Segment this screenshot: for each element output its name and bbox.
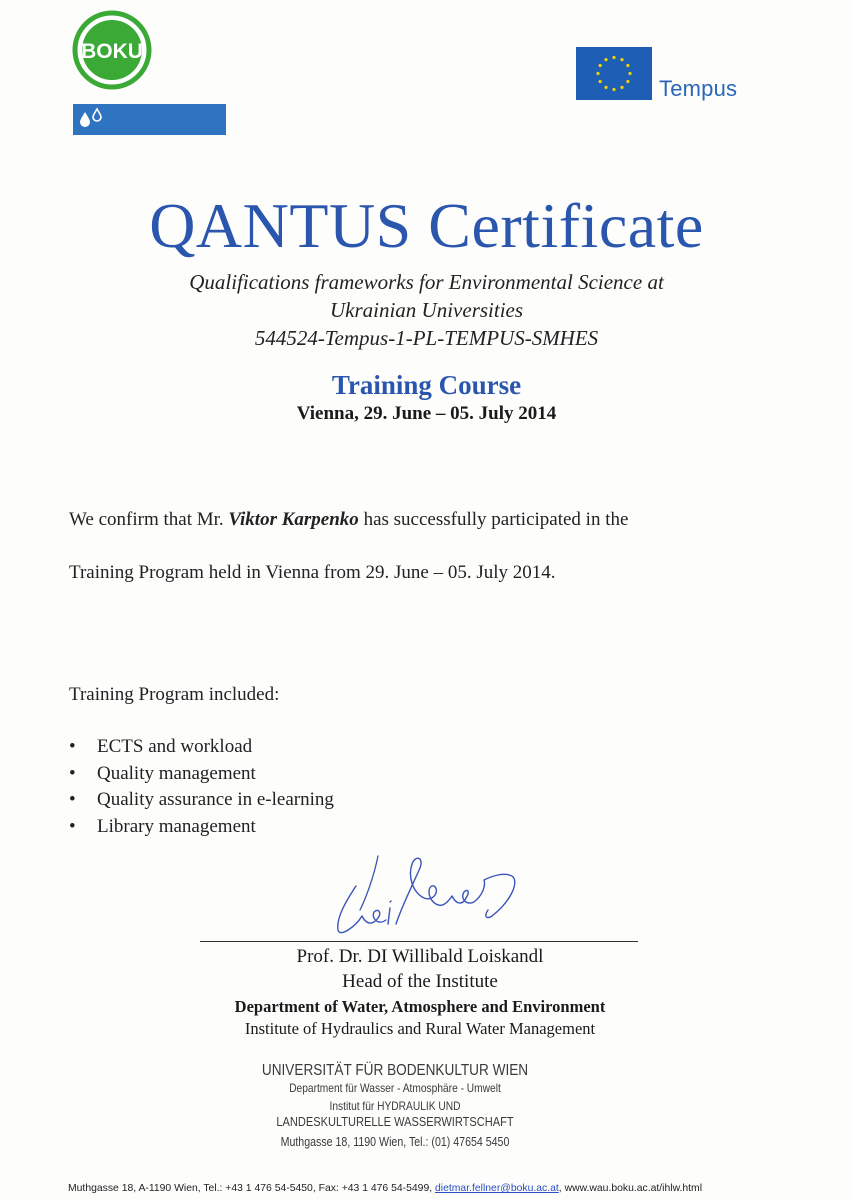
program-included-label: Training Program included:	[69, 684, 280, 705]
footer-address: Muthgasse 18, A-1190 Wien, Tel.: +43 1 476 54-5450, Fax: +43 1 476 54-5499,	[68, 1183, 436, 1194]
list-item-label: ECTS and workload	[97, 736, 253, 757]
bullet: •	[69, 736, 76, 757]
project-subtitle-line1: Qualifications frameworks for Environmental Science at	[189, 270, 664, 294]
participant-name: Viktor Karpenko	[228, 509, 359, 530]
project-code: 544524-Tempus-1-PL-TEMPUS-SMHES	[254, 326, 599, 350]
signatory-institute: Institute of Hydraulics and Rural Water Management	[244, 1019, 596, 1038]
confirm-prefix: We confirm that Mr.	[69, 509, 229, 530]
bullet: •	[69, 789, 76, 810]
confirm-suffix: has successfully participated in the	[358, 509, 629, 530]
signatory-name: Prof. Dr. DI Willibald Loiskandl	[296, 946, 544, 967]
footer-website-link[interactable]: www.wau.boku.ac.at/ihlw.html	[564, 1183, 703, 1194]
program-list	[69, 734, 334, 840]
eu-star-icon	[628, 72, 631, 75]
list-item	[69, 814, 334, 841]
stamp-line-institute-cont: LANDESKULTURELLE WASSERWIRTSCHAFT	[276, 1114, 514, 1129]
bullet: •	[69, 762, 76, 784]
bullet: •	[69, 815, 76, 837]
boku-logo	[72, 10, 152, 90]
list-item	[69, 734, 334, 761]
stamp-line-university: UNIVERSITÄT FÜR BODENKULTUR WIEN	[261, 1062, 529, 1079]
eu-star-icon	[604, 58, 607, 61]
handwritten-signature	[316, 846, 536, 938]
signature-line	[200, 941, 638, 942]
eu-star-icon	[612, 88, 615, 91]
certificate-title: QANTUS Certificate	[149, 190, 704, 261]
eu-star-icon	[596, 72, 599, 75]
eu-star-icon	[612, 56, 615, 59]
list-item-label: Quality management	[97, 762, 256, 784]
eu-star-icon	[599, 64, 602, 67]
project-subtitle-line2: Ukrainian Universities	[329, 298, 524, 322]
eu-flag-icon	[576, 47, 652, 100]
list-item	[69, 761, 334, 788]
eu-star-icon	[604, 86, 607, 89]
signatory-title: Head of the Institute	[342, 971, 498, 992]
eu-star-icon	[599, 80, 602, 83]
list-item-label: Library management	[97, 815, 256, 837]
eu-star-icon	[620, 86, 623, 89]
signatory-department: Department of Water, Atmosphere and Environment	[234, 997, 606, 1016]
confirmation-sentence	[69, 509, 628, 531]
water-drops-icon	[78, 106, 108, 130]
list-item-label: Quality assurance in e-learning	[97, 789, 334, 810]
eu-star-icon	[626, 80, 629, 83]
tempus-logo-text: Tempus	[659, 76, 738, 101]
list-item	[69, 787, 334, 814]
stamp-line-department: Department für Wasser - Atmosphäre - Umwelt	[289, 1081, 501, 1095]
footer-separator: ,	[558, 1183, 565, 1194]
program-sentence: Training Program held in Vienna from 29. June – 05. July 2014.	[69, 562, 556, 583]
course-dates: Vienna, 29. June – 05. July 2014	[296, 403, 557, 424]
footer-email-link[interactable]: dietmar.fellner@boku.ac.at	[435, 1183, 559, 1194]
boku-logo-text: BOKU	[81, 40, 143, 63]
stamp-line-institute: Institut für HYDRAULIK UND	[329, 1099, 461, 1113]
course-title: Training Course	[331, 370, 522, 400]
eu-star-icon	[626, 64, 629, 67]
footer-contact	[68, 1183, 702, 1194]
stamp-line-address: Muthgasse 18, 1190 Wien, Tel.: (01) 47654 5450	[280, 1135, 510, 1149]
eu-star-icon	[620, 58, 623, 61]
